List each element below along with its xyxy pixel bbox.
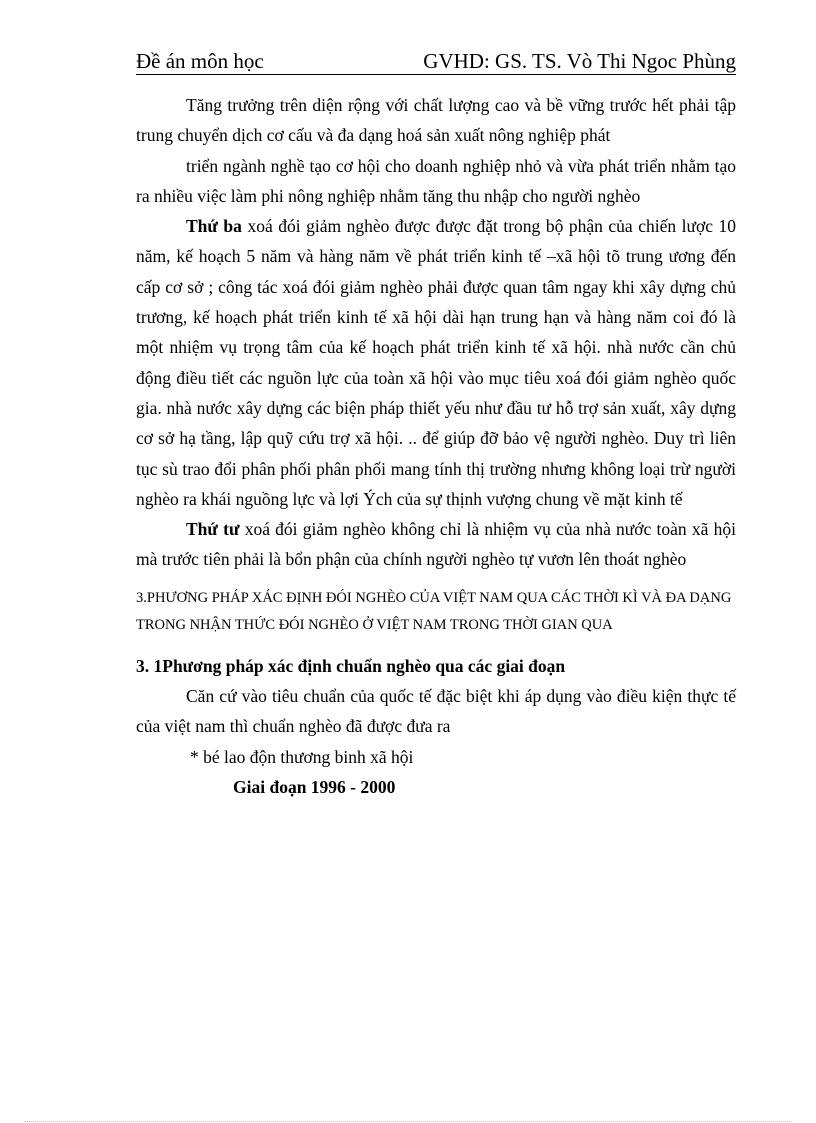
page-header — [136, 48, 736, 75]
section-3-heading: 3.PHƯƠNG PHÁP XÁC ĐỊNH ĐÓI NGHÈO CỦA VIỆT NAM QUA CÁC THỜI KÌ VÀ ĐA DẠNG TRONG NHẬN THỨC ĐÓI NGHÈO Ở VIỆT NAM TRONG THỜI GIAN QUA — [136, 589, 732, 633]
paragraph-fourth — [136, 514, 736, 575]
period-heading: Giai đoạn 1996 - 2000 — [233, 776, 396, 797]
header-course-title: Đề án môn học — [136, 49, 264, 73]
subsection-3-1-heading: 3. 1Phương pháp xác định chuẩn nghèo qua các giai đoạn — [136, 655, 566, 676]
paragraph-third — [136, 211, 736, 514]
paragraph-fourth-label: Thứ tư — [186, 519, 240, 540]
page-bottom-divider — [24, 1121, 792, 1122]
document-body — [136, 90, 736, 802]
paragraph-poverty-standard: Căn cứ vào tiêu chuẩn của quốc tế đặc biệt khi áp dụng vào điều kiện thực tế của việt nam thì chuẩn nghèo đã được đưa ra — [136, 686, 736, 737]
paragraph-third-text: xoá đói giảm nghèo được được đặt trong bộ phận của chiến lược 10 năm, kế hoạch 5 năm và hàng năm về phát triển kinh tế –xã hội tõ trung ương đến cấp cơ sở ; công tác xoá đói giảm nghèo phải được quan tâm ngay khi xây dựng chủ trương, kế hoạch phát triển kinh tế xã hội dài hạn trung hạn và hàng năm coi đó là một nhiệm vụ trọng tâm của kế hoạch phát triển kinh tế xã hội. nhà nước cần chủ động điều tiết các nguồn lực của toàn xã hội vào mục tiêu xoá đói giảm nghèo quốc gia. nhà nước xây dựng các biện pháp thiết yếu như đầu tư hỗ trợ sản xuất, xây dựng cơ sở hạ tầng, lập quỹ cứu trợ xã hội. .. để giúp đỡ bảo vệ người nghèo. Duy trì liên tục sù trao đổi phân phối phân phối mang tính thị trường nhưng không loại trừ người nghèo ra khái nguồng lực và lợi Ých của sự thịnh vượng chung về mặt kinh tế — [136, 216, 737, 509]
paragraph-growth: Tăng trưởng trên diện rộng với chất lượng cao và bề vững trước hết phải tập trung chuyển dịch cơ cấu và đa dạng hoá sản xuất nông nghiệp phát — [136, 95, 736, 146]
paragraph-third-label: Thứ ba — [186, 216, 242, 237]
paragraph-development: triển ngành nghề tạo cơ hội cho doanh nghiệp nhỏ và vừa phát triển nhằm tạo ra nhiều việc làm phi nông nghiệp nhằm tăng thu nhập cho người nghèo — [136, 155, 736, 206]
ministry-line: * bé lao độn thương binh xã hội — [190, 746, 414, 767]
header-advisor: GVHD: GS. TS. Vò Thi Ngoc Phùng — [423, 49, 736, 73]
paragraph-fourth-text: xoá đói giảm nghèo không chỉ là nhiệm vụ của nhà nước toàn xã hội mà trước tiên phải là bổn phận của chính người nghèo tự vươn lên thoát nghèo — [136, 519, 736, 570]
